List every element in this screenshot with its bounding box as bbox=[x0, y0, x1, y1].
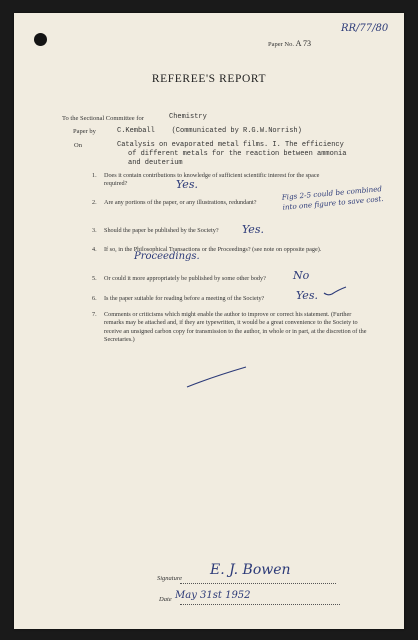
reference-number: RR/77/80 bbox=[341, 23, 389, 34]
date-value: May 31st 1952 bbox=[175, 590, 251, 601]
answer-5: No bbox=[293, 269, 310, 282]
answer-3: Yes. bbox=[242, 223, 264, 236]
pen-stroke-mark bbox=[184, 363, 250, 391]
date-line bbox=[180, 604, 340, 605]
question-1: 1. Does it contain contributions to knowledge of sufficient scientific interest for the space required? bbox=[92, 172, 320, 188]
paper-number-label: Paper No. bbox=[268, 41, 294, 48]
paper-number-value: A 73 bbox=[295, 39, 311, 48]
answer-2: Figs 2-5 could be combined into one figure to save cost. bbox=[281, 184, 384, 212]
question-7-text: Comments or criticisms which might enable the author to improve or correct his statement. (Further remarks may be attached and, if they are typewritten, it would be a great convenience to the Society to receive an unsigned carbon copy for transmission to the author, in whole or in part, at the discretion of the Secretaries.) bbox=[104, 311, 367, 343]
page-title: REFEREE'S REPORT bbox=[151, 73, 267, 85]
signature-value: E. J. Bowen bbox=[210, 562, 291, 578]
question-3: 3. Should the paper be published by the Society? bbox=[92, 227, 219, 234]
question-1-text: Does it contain contributions to knowledge of sufficient scientific interest for the space required? bbox=[104, 172, 320, 188]
committee-value: Chemistry bbox=[169, 113, 207, 121]
report-sheet bbox=[14, 13, 404, 629]
paper-number bbox=[268, 39, 311, 48]
question-4-text: If so, in the Philosophical Transactions or the Proceedings? (see note on opposite page). bbox=[104, 246, 322, 253]
signature-line bbox=[180, 583, 336, 584]
punch-hole bbox=[34, 33, 47, 46]
on-line-2: of different metals for the reaction between ammonia bbox=[128, 150, 347, 158]
question-2-text: Are any portions of the paper, or any illustrations, redundant? bbox=[104, 199, 257, 206]
on-line-3: and deuterium bbox=[128, 159, 183, 167]
on-line-1: Catalysis on evaporated metal films. I. The efficiency bbox=[117, 141, 344, 149]
signature-label: Signature bbox=[157, 575, 183, 582]
question-7: 7. Comments or criticisms which might enable the author to improve or correct his statement. (Further remarks may be attached and, if they are typewritten, it would be a great convenience to the Society to receive an unsigned carbon copy for transmission to the author, in whole or in part, at the discretion of the Secretaries.) bbox=[92, 311, 367, 343]
paper-by-label: Paper by bbox=[73, 128, 96, 135]
question-4: 4. If so, in the Philosophical Transactions or the Proceedings? (see note on opposite page). bbox=[92, 246, 322, 253]
question-5-text: Or could it more appropriately be published by some other body? bbox=[104, 275, 266, 282]
date-label: Date bbox=[159, 596, 172, 603]
answer-6: Yes. bbox=[296, 289, 318, 302]
question-2: 2. Are any portions of the paper, or any illustrations, redundant? bbox=[92, 199, 257, 206]
question-5: 5. Or could it more appropriately be published by some other body? bbox=[92, 275, 266, 282]
on-label: On bbox=[74, 142, 82, 149]
answer-1: Yes. bbox=[176, 178, 198, 191]
committee-label: To the Sectional Committee for bbox=[62, 115, 144, 122]
paper-by-value: C.Kemball (Communicated by R.G.W.Norrish) bbox=[117, 127, 302, 135]
tick-mark-icon bbox=[322, 285, 348, 297]
question-3-text: Should the paper be published by the Society? bbox=[104, 227, 219, 234]
question-6-text: Is the paper suitable for reading before a meeting of the Society? bbox=[104, 295, 265, 302]
answer-4: Proceedings. bbox=[134, 251, 200, 262]
question-6: 6. Is the paper suitable for reading before a meeting of the Society? bbox=[92, 295, 265, 302]
